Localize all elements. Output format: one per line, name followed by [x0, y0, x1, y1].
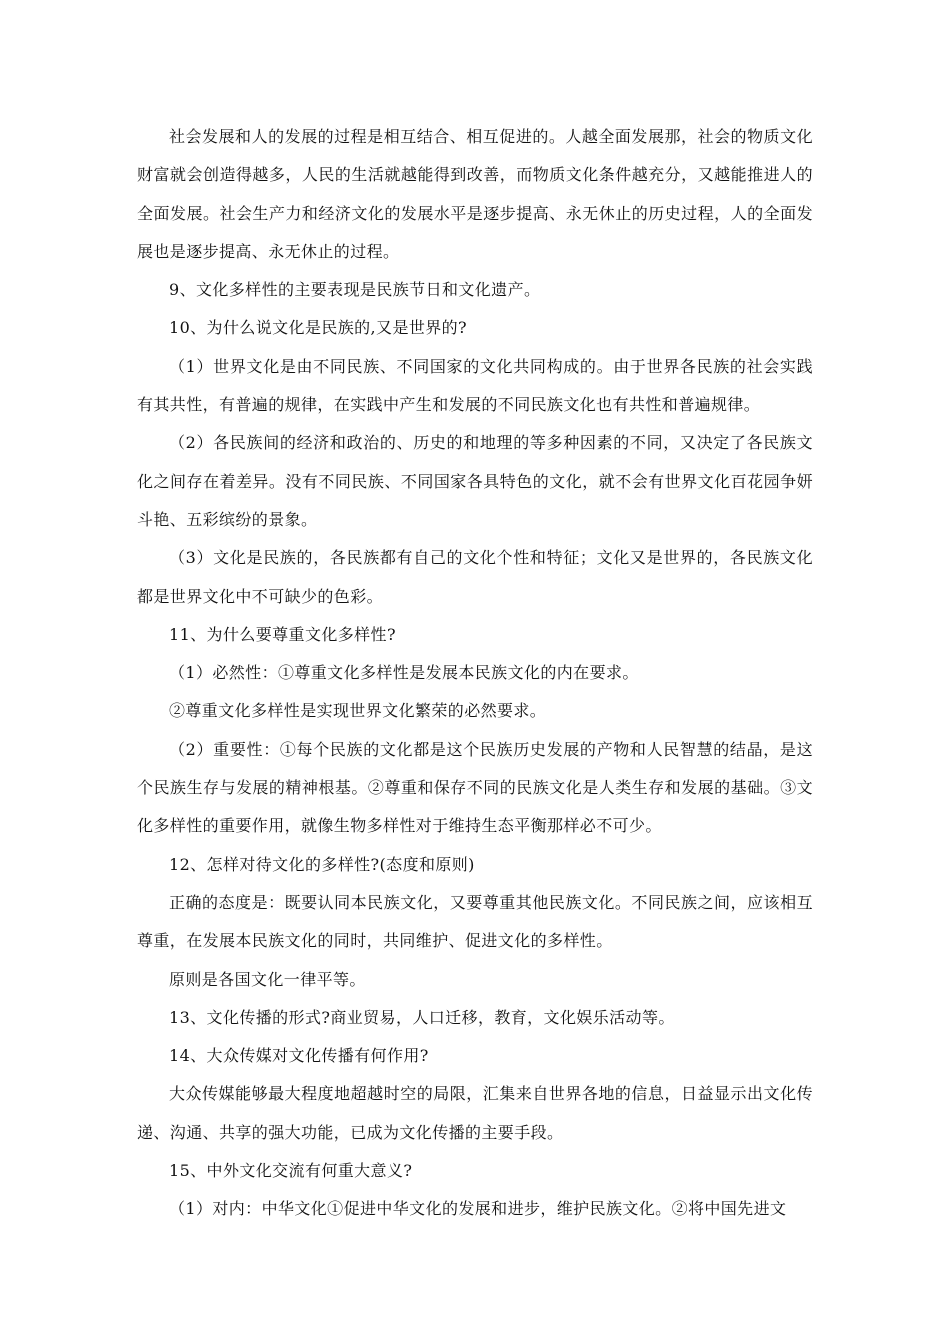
- document-page: [137, 118, 813, 1229]
- paragraph-10-point-1: （1）世界文化是由不同民族、不同国家的文化共同构成的。由于世界各民族的社会实践有其共性，有普遍的规律，在实践中产生和发展的不同民族文化也有共性和普遍规律。: [137, 356, 813, 415]
- paragraph-item-9: 9、文化多样性的主要表现是民族节日和文化遗产。: [169, 280, 541, 300]
- paragraph-10-point-3: （3）文化是民族的，各民族都有自己的文化个性和特征；文化又是世界的，各民族文化都是世界文化中不可缺少的色彩。: [137, 548, 813, 606]
- paragraph-question-12: 12、怎样对待文化的多样性?(态度和原则): [169, 854, 475, 874]
- paragraph-10-point-2: （2）各民族间的经济和政治的、历史的和地理的等多种因素的不同，又决定了各民族文化之间存在着差异。没有不同民族、不同国家各具特色的文化，就不会有世界文化百花园争妍斗艳、五彩缤纷的景象。: [137, 433, 813, 529]
- paragraph-social-development: 社会发展和人的发展的过程是相互结合、相互促进的。人越全面发展那，社会的物质文化财富就会创造得越多，人民的生活就越能得到改善，而物质文化条件越充分，又越能推进人的全面发展。社会生产力和经济文化的发展水平是逐步提高、永无休止的历史过程，人的全面发展也是逐步提高、永无休止的过程。: [137, 127, 813, 261]
- paragraph-11-point-1-continued: ②尊重文化多样性是实现世界文化繁荣的必然要求。: [169, 701, 547, 721]
- paragraph-14-answer: 大众传媒能够最大程度地超越时空的局限，汇集来自世界各地的信息，日益显示出文化传递、沟通、共享的强大功能，已成为文化传播的主要手段。: [137, 1084, 813, 1142]
- paragraph-item-13: 13、文化传播的形式?商业贸易，人口迁移，教育，文化娱乐活动等。: [169, 1007, 675, 1027]
- paragraph-12-principle: 原则是各国文化一律平等。: [169, 969, 366, 989]
- paragraph-question-14: 14、大众传媒对文化传播有何作用?: [169, 1046, 429, 1066]
- paragraph-question-15: 15、中外文化交流有何重大意义?: [169, 1161, 413, 1181]
- paragraph-15-point-1: （1）对内：中华文化①促进中华文化的发展和进步，维护民族文化。②将中国先进文: [169, 1199, 787, 1219]
- paragraph-12-attitude: 正确的态度是：既要认同本民族文化，又要尊重其他民族文化。不同民族之间，应该相互尊重，在发展本民族文化的同时，共同维护、促进文化的多样性。: [137, 892, 813, 951]
- paragraph-11-point-2: （2）重要性：①每个民族的文化都是这个民族历史发展的产物和人民智慧的结晶，是这个民族生存与发展的精神根基。②尊重和保存不同的民族文化是人类生存和发展的基础。③文化多样性的重要作用，就像生物多样性对于维持生态平衡那样必不可少。: [137, 739, 813, 836]
- paragraph-11-point-1: （1）必然性：①尊重文化多样性是发展本民族文化的内在要求。: [169, 663, 639, 683]
- paragraph-question-11: 11、为什么要尊重文化多样性?: [169, 624, 396, 644]
- paragraph-question-10: 10、为什么说文化是民族的,又是世界的?: [169, 318, 468, 338]
